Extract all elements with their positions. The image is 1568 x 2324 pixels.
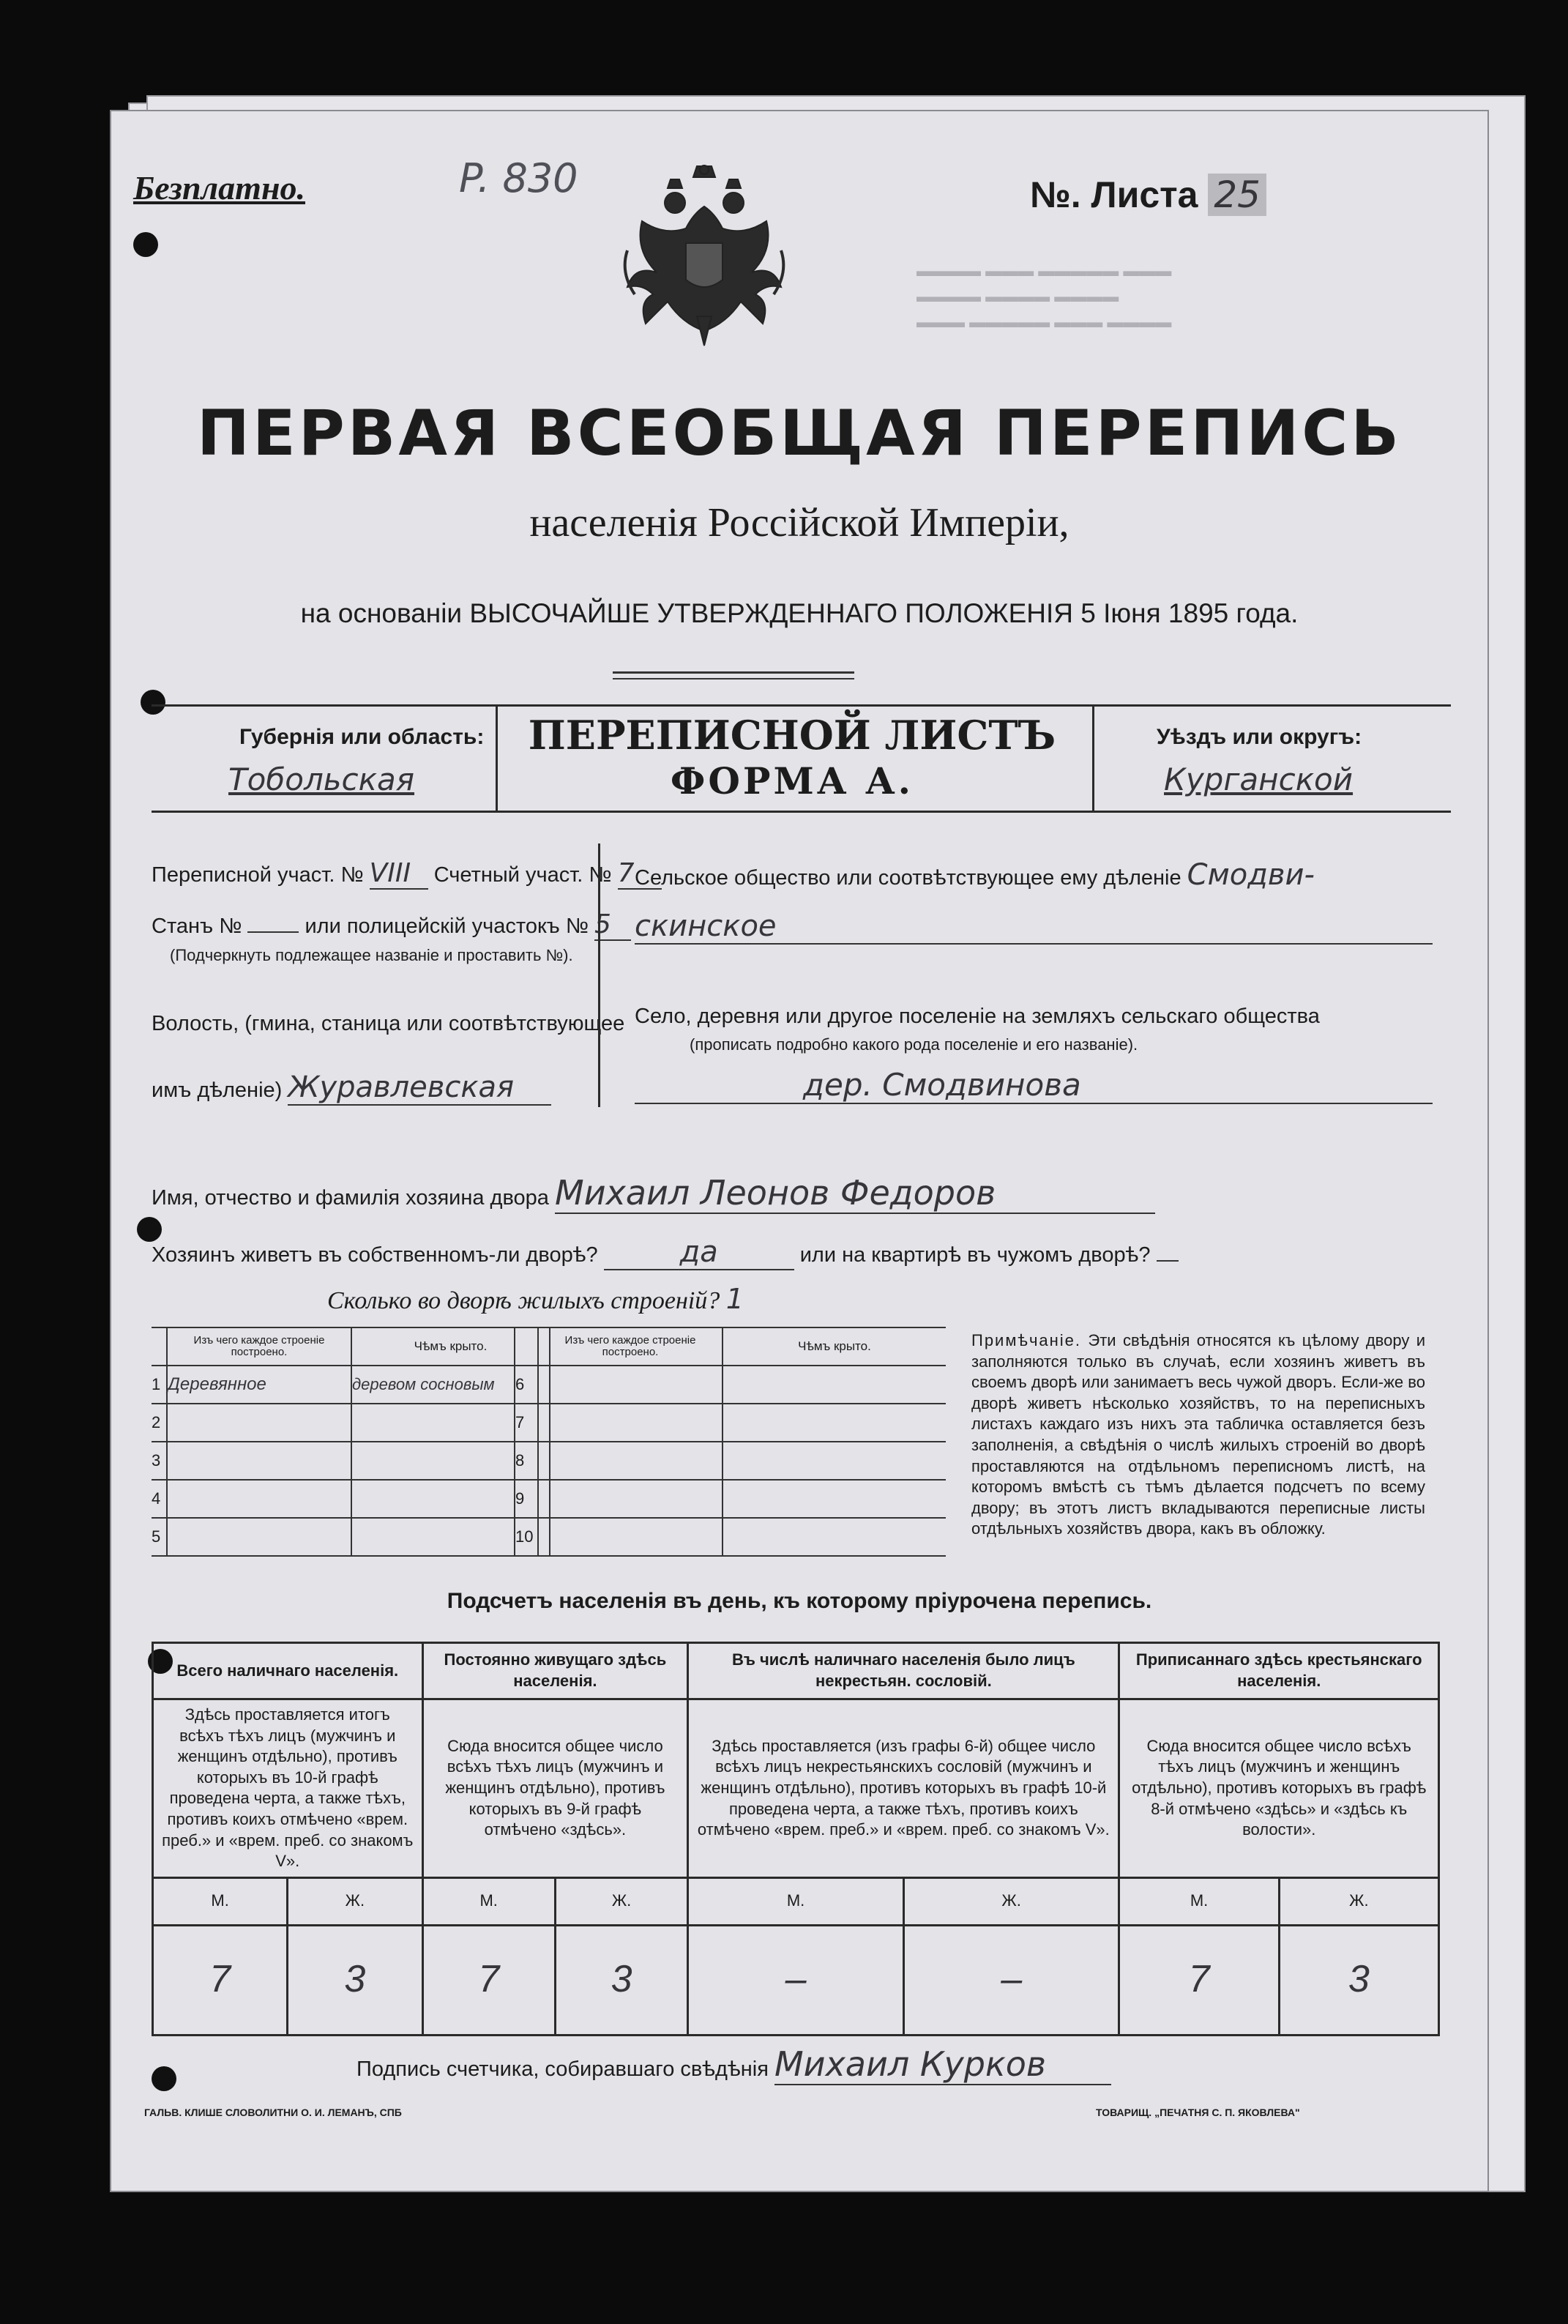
table-row xyxy=(515,1404,946,1442)
uchastok-label: Переписной участ. № xyxy=(152,863,364,887)
stan-label: Станъ № xyxy=(152,915,242,938)
note-heading: Примѣчаніе. xyxy=(971,1331,1082,1349)
form-header-bottom-rule xyxy=(152,811,1451,813)
buildings-value: 1 xyxy=(725,1283,744,1315)
owner-lives-label: Хозяинъ живетъ въ собственномъ-ли дворѣ? xyxy=(152,1243,598,1267)
footer-printer-right: ТОВАРИЩ. „ПЕЧАТНЯ С. П. ЯКОВЛЕВА" xyxy=(1096,2107,1300,2118)
pop-m-value: 7 xyxy=(153,1925,288,2035)
owner-apartment-label: или на квартирѣ въ чужомъ дворѣ? xyxy=(799,1243,1151,1267)
col-no-header xyxy=(515,1327,538,1366)
row-no: 3 xyxy=(152,1442,167,1480)
owner-name-row xyxy=(152,1173,1155,1214)
ornament-divider xyxy=(613,671,854,679)
population-table xyxy=(152,1642,1440,2036)
row-no: 9 xyxy=(515,1480,538,1518)
pop-f-label: Ж. xyxy=(1279,1877,1438,1925)
col-roof-header: Чѣмъ крыто. xyxy=(351,1327,550,1366)
row-no: 1 xyxy=(152,1366,167,1404)
population-title-row xyxy=(153,1643,1439,1699)
buildings-row xyxy=(327,1283,744,1315)
row-material xyxy=(538,1404,723,1442)
row-material xyxy=(167,1480,351,1518)
col-material-header: Изъ чего каждое строеніе построено. xyxy=(538,1327,723,1366)
pop-f-value: 3 xyxy=(288,1925,422,2035)
row-roof xyxy=(723,1442,946,1480)
signature-label: Подпись счетчика, собиравшаго свѣдѣнія xyxy=(356,2057,769,2081)
row-material: Деревянное xyxy=(167,1366,351,1404)
row-roof: деревом сосновым xyxy=(351,1366,550,1404)
sheet-number xyxy=(1030,174,1266,216)
buildings-note xyxy=(971,1330,1425,1540)
form-header-top-rule xyxy=(152,704,1451,707)
stan-value-line xyxy=(247,931,299,933)
row-material xyxy=(538,1518,723,1556)
table-row xyxy=(515,1442,946,1480)
row-roof xyxy=(723,1518,946,1556)
police-value: 5 xyxy=(594,909,631,941)
pop-col-desc: Здѣсь проставляется (изъ графы 6-й) общее число всѣхъ лицъ некрестьянскихъ сословій (мужчинъ и женщинъ отдѣльно), противъ которыхъ въ графѣ 10-й проведена черта, а также тѣхъ, противъ коихъ отмѣчено «врем. преб.» и «врем. преб. со знакомъ V». xyxy=(688,1699,1119,1878)
table-row xyxy=(152,1366,550,1404)
field-separator xyxy=(598,843,600,1107)
pop-m-label: М. xyxy=(422,1877,555,1925)
free-label: Безплатно. xyxy=(133,169,305,206)
archive-mark: P. 830 xyxy=(459,155,578,201)
uchastok-value: VIII xyxy=(370,858,428,890)
population-heading: Подсчетъ населенія въ день, къ которому пріурочена перепись. xyxy=(447,1589,1152,1613)
population-value-row xyxy=(153,1925,1439,2035)
row-no: 5 xyxy=(152,1518,167,1556)
signature-value: Михаил Курков xyxy=(774,2044,1111,2085)
volost-label-2: имъ дѣленіе) xyxy=(152,1079,283,1102)
col-roof-header: Чѣмъ крыто. xyxy=(723,1327,946,1366)
buildings-table-right xyxy=(514,1327,946,1557)
row-no: 4 xyxy=(152,1480,167,1518)
row-material xyxy=(538,1480,723,1518)
pop-m-value: 7 xyxy=(1119,1925,1279,2035)
village-label: Село, деревня или другое поселеніе на земляхъ сельскаго общества xyxy=(635,1005,1320,1028)
punch-hole xyxy=(133,232,158,257)
gubernia-box xyxy=(152,704,498,811)
pop-m-label: М. xyxy=(153,1877,288,1925)
table-row xyxy=(515,1480,946,1518)
row-no: 7 xyxy=(515,1404,538,1442)
row-no: 10 xyxy=(515,1518,538,1556)
footer-printer-left: ГАЛЬВ. КЛИШЕ СЛОВОЛИТНИ О. И. ЛЕМАНЪ, СПБ xyxy=(144,2107,402,2118)
volost-row xyxy=(152,1070,551,1106)
row-material xyxy=(167,1442,351,1480)
signature-row xyxy=(356,2044,1111,2085)
owner-name-value: Михаил Леонов Федоров xyxy=(555,1173,1155,1214)
gubernia-label: Губернія или область: xyxy=(239,725,485,749)
pop-col-desc: Сюда вносится общее число всѣхъ тѣхъ лицъ (мужчинъ и женщинъ отдѣльно), противъ которыхъ въ 9-й графѣ отмѣчено «здѣсь». xyxy=(422,1699,688,1878)
pop-f-label: Ж. xyxy=(903,1877,1119,1925)
note-text: Эти свѣдѣнія относятся къ цѣлому двору и заполняются только въ случаѣ, если хозяинъ живетъ въ своемъ дворѣ или занимаетъ весь чужой дворъ. Если-же во дворѣ живетъ нѣсколько хозяйствъ, то на переписныхъ листахъ каждаго изъ нихъ эта табличка оставляется безъ заполненія, а свѣдѣнія о числѣ жилыхъ строеній во дворѣ проставляются на отдѣльномъ переписномъ листѣ, на которомъ вмѣстѣ съ тѣмъ дѣлается подсчетъ по всему двору; въ этотъ листъ вкладываются переписные листы отдѣльныхъ хозяйствъ двора, какъ въ обложку. xyxy=(971,1331,1425,1538)
pop-f-label: Ж. xyxy=(555,1877,687,1925)
population-sex-row xyxy=(153,1877,1439,1925)
table-header-row xyxy=(515,1327,946,1366)
census-sheet xyxy=(110,110,1489,2192)
uchastok-row xyxy=(152,858,662,890)
pop-m-value: – xyxy=(688,1925,904,2035)
society-value-1: Смодви- xyxy=(1187,858,1315,892)
pop-col-title: Въ числѣ наличнаго населенія было лицъ некрестьян. сословій. xyxy=(688,1643,1119,1699)
pop-col-title: Постоянно живущаго здѣсь населенія. xyxy=(422,1643,688,1699)
sheet-no-label: №. Листа xyxy=(1030,174,1198,215)
pop-m-label: М. xyxy=(1119,1877,1279,1925)
census-basis: на основаніи ВЫСОЧАЙШЕ УТВЕРЖДЕННАГО ПОЛОЖЕНІЯ 5 Іюня 1895 года. xyxy=(300,598,1299,628)
uezd-value: Курганской xyxy=(1164,761,1354,797)
row-no: 8 xyxy=(515,1442,538,1480)
schetny-label: Счетный участ. № xyxy=(433,863,612,887)
uezd-label: Уѣздъ или округъ: xyxy=(1157,725,1362,749)
pop-col-title: Всего наличнаго населенія. xyxy=(153,1643,423,1699)
owner-lives-value: да xyxy=(604,1235,794,1270)
table-row xyxy=(152,1404,550,1442)
pop-f-value: 3 xyxy=(555,1925,687,2035)
society-label: Сельское общество или соотвѣтствующее ему дѣленіе xyxy=(635,866,1181,890)
pop-col-title: Приписаннаго здѣсь крестьянскаго населенія. xyxy=(1119,1643,1439,1699)
pop-f-value: – xyxy=(903,1925,1119,2035)
pop-f-label: Ж. xyxy=(288,1877,422,1925)
sheet-no-value: 25 xyxy=(1208,174,1266,216)
owner-apartment-line xyxy=(1157,1260,1179,1262)
table-row xyxy=(152,1480,550,1518)
row-no: 6 xyxy=(515,1366,538,1404)
col-material-header: Изъ чего каждое строеніе построено. xyxy=(167,1327,351,1366)
pop-m-label: М. xyxy=(688,1877,904,1925)
table-header-row xyxy=(152,1327,550,1366)
row-material xyxy=(167,1404,351,1442)
society-row xyxy=(635,858,1315,892)
row-material xyxy=(538,1442,723,1480)
show-through-text: ▬▬▬▬ ▬▬▬ ▬▬▬▬▬ ▬▬▬ ▬▬▬▬ ▬▬▬▬ ▬▬▬▬ ▬▬▬ ▬▬▬▬▬ ▬▬▬ ▬▬▬▬ xyxy=(916,261,1172,332)
table-row xyxy=(515,1518,946,1556)
form-subtitle: ФОРМА А. xyxy=(670,759,914,802)
row-roof xyxy=(723,1404,946,1442)
volost-label-1: Волость, (гмина, станица или соотвѣтствующее xyxy=(152,1012,625,1035)
society-value-2: скинское xyxy=(635,909,1433,945)
owner-name-label: Имя, отчество и фамилія хозяина двора xyxy=(152,1186,549,1210)
census-subtitle: населенія Россійской Имперіи, xyxy=(529,500,1069,545)
gubernia-value: Тобольская xyxy=(228,761,415,797)
table-row xyxy=(515,1366,946,1404)
stan-hint: (Подчеркнуть подлежащее названіе и проставить №). xyxy=(170,946,573,964)
police-label: или полицейскій участокъ № xyxy=(305,915,589,938)
pop-col-desc: Здѣсь проставляется итогъ всѣхъ тѣхъ лицъ (мужчинъ и женщинъ отдѣльно), противъ которыхъ въ 10-й графѣ проведена черта, а также тѣхъ, противъ коихъ отмѣчено «врем. преб.» и «врем. преб. со знакомъ V». xyxy=(153,1699,423,1878)
table-row xyxy=(152,1518,550,1556)
form-title: ПЕРЕПИСНОЙ ЛИСТЪ xyxy=(528,712,1056,759)
population-desc-row xyxy=(153,1699,1439,1878)
buildings-label: Сколько во дворѣ жилыхъ строеній? xyxy=(327,1287,720,1314)
stan-row xyxy=(152,909,631,941)
row-material xyxy=(167,1518,351,1556)
row-roof xyxy=(723,1480,946,1518)
pop-m-value: 7 xyxy=(422,1925,555,2035)
uezd-box xyxy=(1092,704,1453,811)
punch-hole xyxy=(152,2066,176,2091)
pop-f-value: 3 xyxy=(1279,1925,1438,2035)
village-hint: (прописать подробно какого рода поселеніе и его названіе). xyxy=(690,1035,1138,1054)
table-row xyxy=(152,1442,550,1480)
census-title: ПЕРВАЯ ВСЕОБЩАЯ ПЕРЕПИСЬ xyxy=(197,397,1402,470)
buildings-table-left xyxy=(152,1327,550,1557)
pop-col-desc: Сюда вносится общее число всѣхъ тѣхъ лицъ (мужчинъ и женщинъ отдѣльно), противъ которыхъ въ графѣ 8-й отмѣчено «здѣсь» и «здѣсь къ волости». xyxy=(1119,1699,1439,1878)
row-material xyxy=(538,1366,723,1404)
col-no-header xyxy=(152,1327,167,1366)
owner-lives-row xyxy=(152,1235,1179,1270)
village-value: дер. Смодвинова xyxy=(635,1067,1433,1104)
schetny-value: 7 xyxy=(618,858,662,890)
volost-value: Журавлевская xyxy=(288,1070,551,1106)
row-roof xyxy=(723,1366,946,1404)
imperial-eagle-emblem xyxy=(613,163,796,360)
row-no: 2 xyxy=(152,1404,167,1442)
